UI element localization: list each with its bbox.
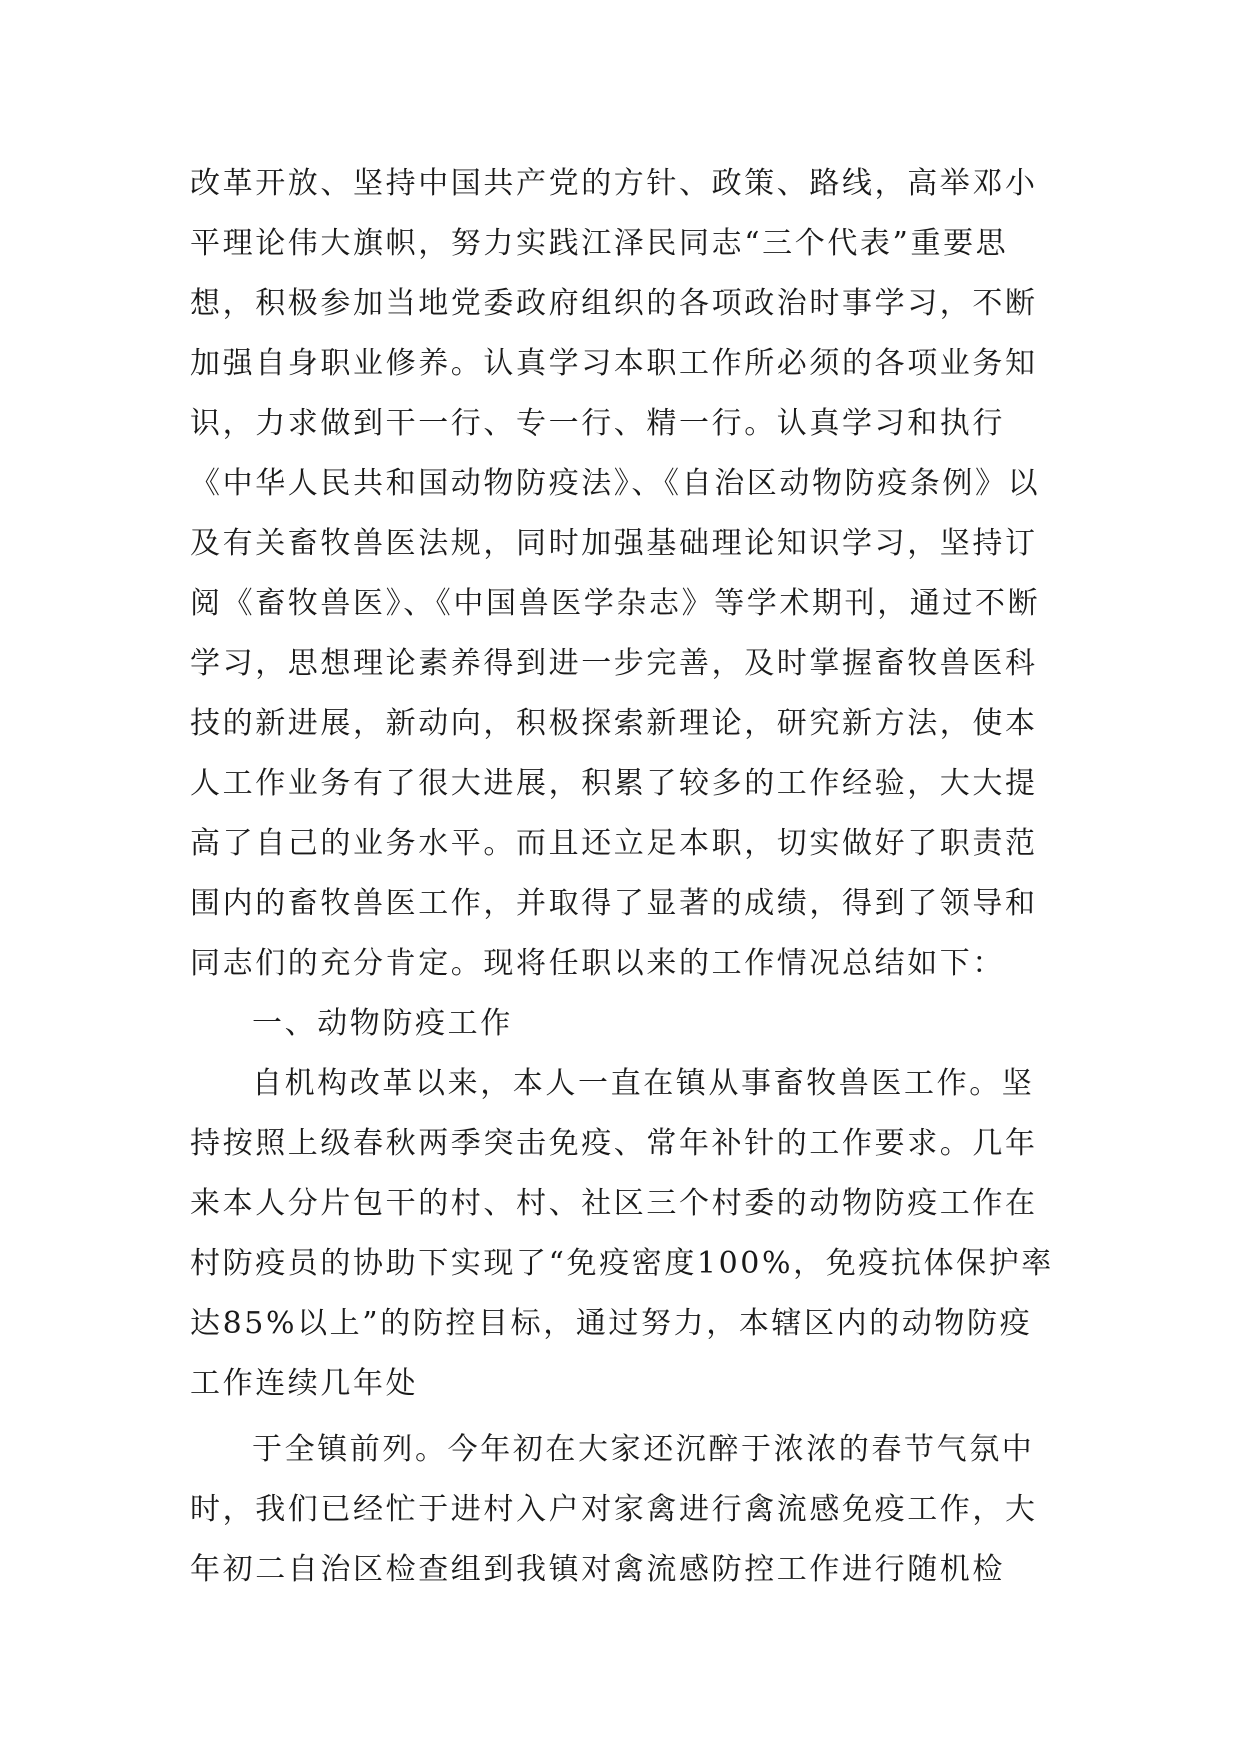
text-line: 围内的畜牧兽医工作，并取得了显著的成绩，得到了领导和 (190, 886, 1038, 921)
text-line: 年初二自治区检查组到我镇对禽流感防控工作进行随机检 (190, 1552, 1005, 1587)
text-line: 同志们的充分肯定。现将任职以来的工作情况总结如下： (190, 946, 1005, 981)
text-line: 加强自身职业修养。认真学习本职工作所必须的各项业务知 (190, 346, 1038, 381)
text-line: 平理论伟大旗帜，努力实践江泽民同志“三个代表”重要思 (190, 226, 1009, 261)
text-line: 村防疫员的协助下实现了“免疫密度100%，免疫抗体保护率 (190, 1246, 1054, 1281)
text-line: 识，力求做到干一行、专一行、精一行。认真学习和执行 (190, 406, 1005, 441)
text-line: 技的新进展，新动向，积极探索新理论，研究新方法，使本 (190, 706, 1038, 741)
text-line: 于全镇前列。今年初在大家还沉醉于浓浓的春节气氛中 (252, 1432, 1035, 1467)
text-line: 工作连续几年处 (190, 1366, 419, 1401)
text-line: 改革开放、坚持中国共产党的方针、政策、路线，高举邓小 (190, 166, 1038, 201)
text-line: 持按照上级春秋两季突击免疫、常年补针的工作要求。几年 (190, 1126, 1038, 1161)
document-body (190, 154, 1054, 1600)
text-line: 想，积极参加当地党委政府组织的各项政治时事学习，不断 (190, 286, 1038, 321)
section-heading: 一、动物防疫工作 (252, 1006, 513, 1041)
text-line: 阅《畜牧兽医》、《中国兽医学杂志》等学术期刊，通过不断 (190, 586, 1041, 621)
text-line: 时，我们已经忙于进村入户对家禽进行禽流感免疫工作，大 (190, 1492, 1038, 1527)
text-line: 人工作业务有了很大进展，积累了较多的工作经验，大大提 (190, 766, 1038, 801)
text-line: 来本人分片包干的村、村、社区三个村委的动物防疫工作在 (190, 1186, 1038, 1221)
text-line: 达85%以上”的防控目标，通过努力，本辖区内的动物防疫 (190, 1306, 1033, 1341)
text-line: 自机构改革以来，本人一直在镇从事畜牧兽医工作。坚 (252, 1066, 1035, 1101)
text-line: 学习，思想理论素养得到进一步完善，及时掌握畜牧兽医科 (190, 646, 1038, 681)
text-line: 及有关畜牧兽医法规，同时加强基础理论知识学习，坚持订 (190, 526, 1038, 561)
text-line: 高了自己的业务水平。而且还立足本职，切实做好了职责范 (190, 826, 1038, 861)
text-line: 《中华人民共和国动物防疫法》、《自治区动物防疫条例》以 (190, 466, 1041, 501)
